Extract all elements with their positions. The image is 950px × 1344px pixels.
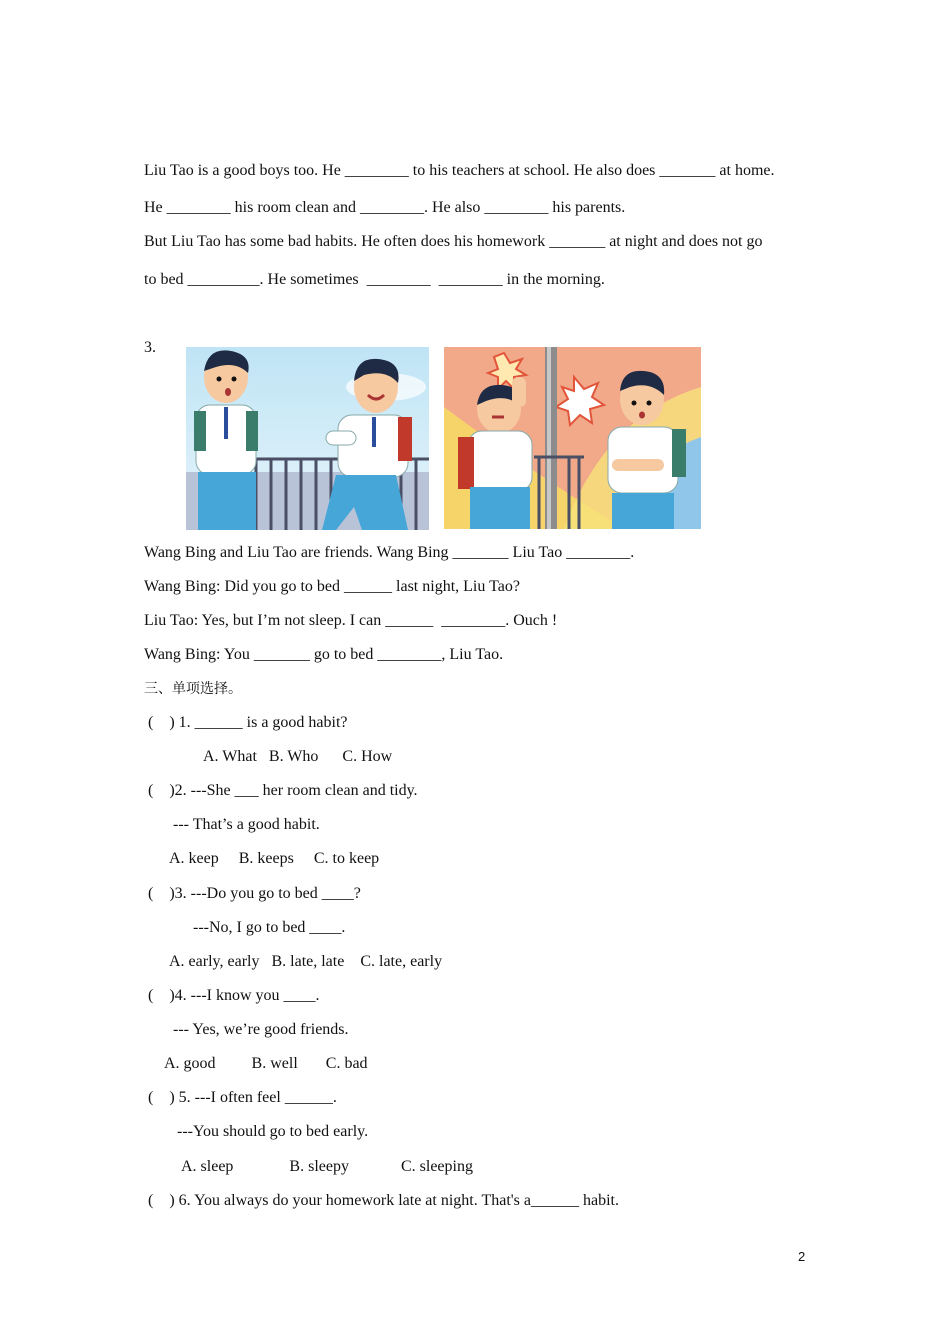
q3-line-3: Liu Tao: Yes, but I’m not sleep. I can ______ ________. Ouch ! <box>144 612 558 629</box>
mc-q3-reply: ---No, I go to bed ____. <box>193 919 346 936</box>
mc-q5-options: A. sleep B. sleepy C. sleeping <box>181 1158 473 1175</box>
q3-line-4: Wang Bing: You _______ go to bed ________, Liu Tao. <box>144 646 504 663</box>
page-number: 2 <box>798 1249 806 1264</box>
mc-q1-stem: ( ) 1. ______ is a good habit? <box>148 714 348 731</box>
mc-q3-options: A. early, early B. late, late C. late, early <box>169 953 443 970</box>
q3-line-2: Wang Bing: Did you go to bed ______ last night, Liu Tao? <box>144 578 520 595</box>
mc-q5-reply: ---You should go to bed early. <box>177 1123 369 1140</box>
question-number: 3. <box>144 339 156 356</box>
passage-line-4: to bed _________. He sometimes ________ ________ in the morning. <box>144 271 605 288</box>
mc-q4-stem: ( )4. ---I know you ____. <box>148 987 320 1004</box>
mc-q2-options: A. keep B. keeps C. to keep <box>169 850 380 867</box>
mc-q4-options: A. good B. well C. bad <box>164 1055 368 1072</box>
passage-line-1: Liu Tao is a good boys too. He ________ to his teachers at school. He also does _______ at home. <box>144 162 775 179</box>
mc-q6-stem: ( ) 6. You always do your homework late at night. That's a______ habit. <box>148 1192 619 1209</box>
section-title: 三、单项选择。 <box>144 681 242 697</box>
mc-q4-reply: --- Yes, we’re good friends. <box>173 1021 349 1038</box>
mc-q3-stem: ( )3. ---Do you go to bed ____? <box>148 885 361 902</box>
passage-line-3: But Liu Tao has some bad habits. He often does his homework _______ at night and does not go <box>144 233 763 250</box>
mc-q2-reply: --- That’s a good habit. <box>173 816 320 833</box>
illustration-boy-hits-pole <box>444 347 701 529</box>
passage-line-2: He ________ his room clean and ________. He also ________ his parents. <box>144 199 626 216</box>
mc-q5-stem: ( ) 5. ---I often feel ______. <box>148 1089 337 1106</box>
illustration-boys-walking <box>186 347 429 530</box>
mc-q1-options: A. What B. Who C. How <box>203 748 393 765</box>
mc-q2-stem: ( )2. ---She ___ her room clean and tidy. <box>148 782 418 799</box>
q3-line-1: Wang Bing and Liu Tao are friends. Wang Bing _______ Liu Tao ________. <box>144 544 635 561</box>
